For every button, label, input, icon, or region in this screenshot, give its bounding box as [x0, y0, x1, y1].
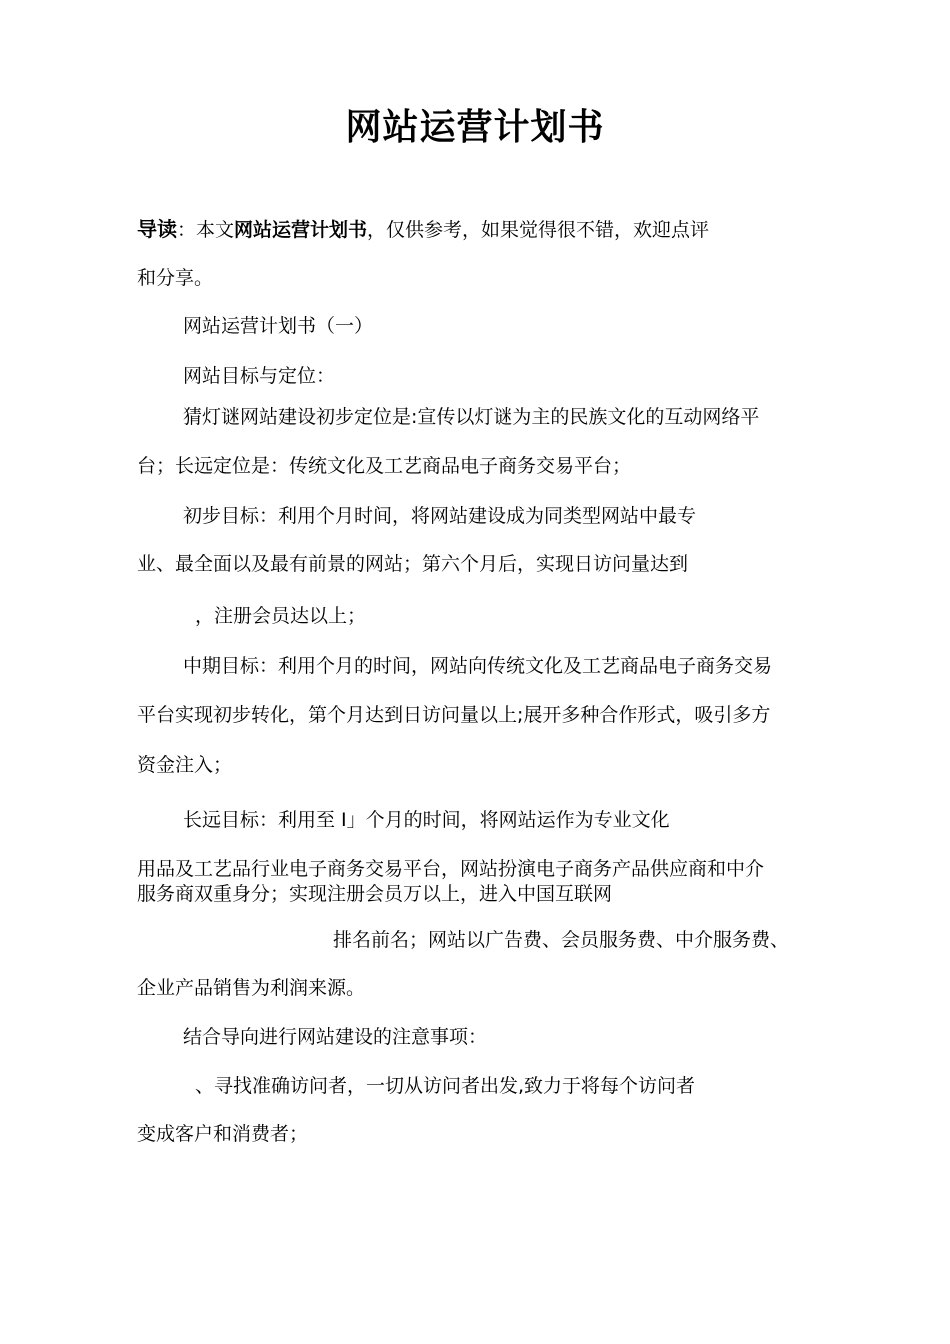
paragraph-line: 猜灯谜网站建设初步定位是:宣传以灯谜为主的民族文化的互动网络平: [183, 406, 760, 428]
paragraph-line: 长远目标：利用至 I」个月的时间，将网站运作为专业文化: [183, 809, 670, 831]
paragraph-line: 业、最全面以及最有前景的网站；第六个月后，实现日访问量达到: [137, 553, 689, 575]
paragraph-line: 资金注入；: [137, 754, 233, 776]
intro-label: 导读: [137, 217, 177, 241]
intro-prefix: ：本文: [177, 219, 235, 241]
document-title: 网站运营计划书: [345, 107, 605, 148]
paragraph-line: 排名前名；网站以广告费、会员服务费、中介服务费、: [333, 929, 790, 951]
intro-doc-name: 网站运营计划书: [234, 219, 368, 241]
paragraph-line: 变成客户和消费者；: [137, 1123, 309, 1145]
paragraph-line: 企业产品销售为利润来源。: [137, 977, 366, 999]
subheading-notes: 结合导向进行网站建设的注意事项：: [183, 1026, 488, 1048]
intro-rest: ，仅供参考，如果觉得很不错，欢迎点评: [367, 219, 710, 241]
paragraph-line: 中期目标：利用个月的时间，网站向传统文化及工艺商品电子商务交易: [183, 655, 773, 677]
paragraph-line: 用品及工艺品行业电子商务交易平台，网站扮演电子商务产品供应商和中介: [137, 858, 765, 880]
intro-line-2: 和分享。: [137, 267, 214, 289]
intro-line-1: [137, 215, 709, 244]
paragraph-line: 初步目标：利用个月时间，将网站建设成为同类型网站中最专: [183, 505, 697, 527]
paragraph-line: 平台实现初步转化，第个月达到日访问量以上;展开多种合作形式，吸引多方: [137, 704, 771, 726]
paragraph-line: 台；长远定位是：传统文化及工艺商品电子商务交易平台；: [137, 455, 632, 477]
subheading-goals: 网站目标与定位：: [183, 365, 336, 387]
paragraph-line: 、寻找准确访问者，一切从访问者出发,致力于将每个访问者: [195, 1075, 696, 1097]
paragraph-line: 服务商双重身分；实现注册会员万以上，进入中国互联网: [137, 883, 613, 905]
paragraph-line: ，注册会员达以上；: [195, 605, 367, 627]
section-heading: 网站运营计划书（一）: [183, 315, 374, 337]
